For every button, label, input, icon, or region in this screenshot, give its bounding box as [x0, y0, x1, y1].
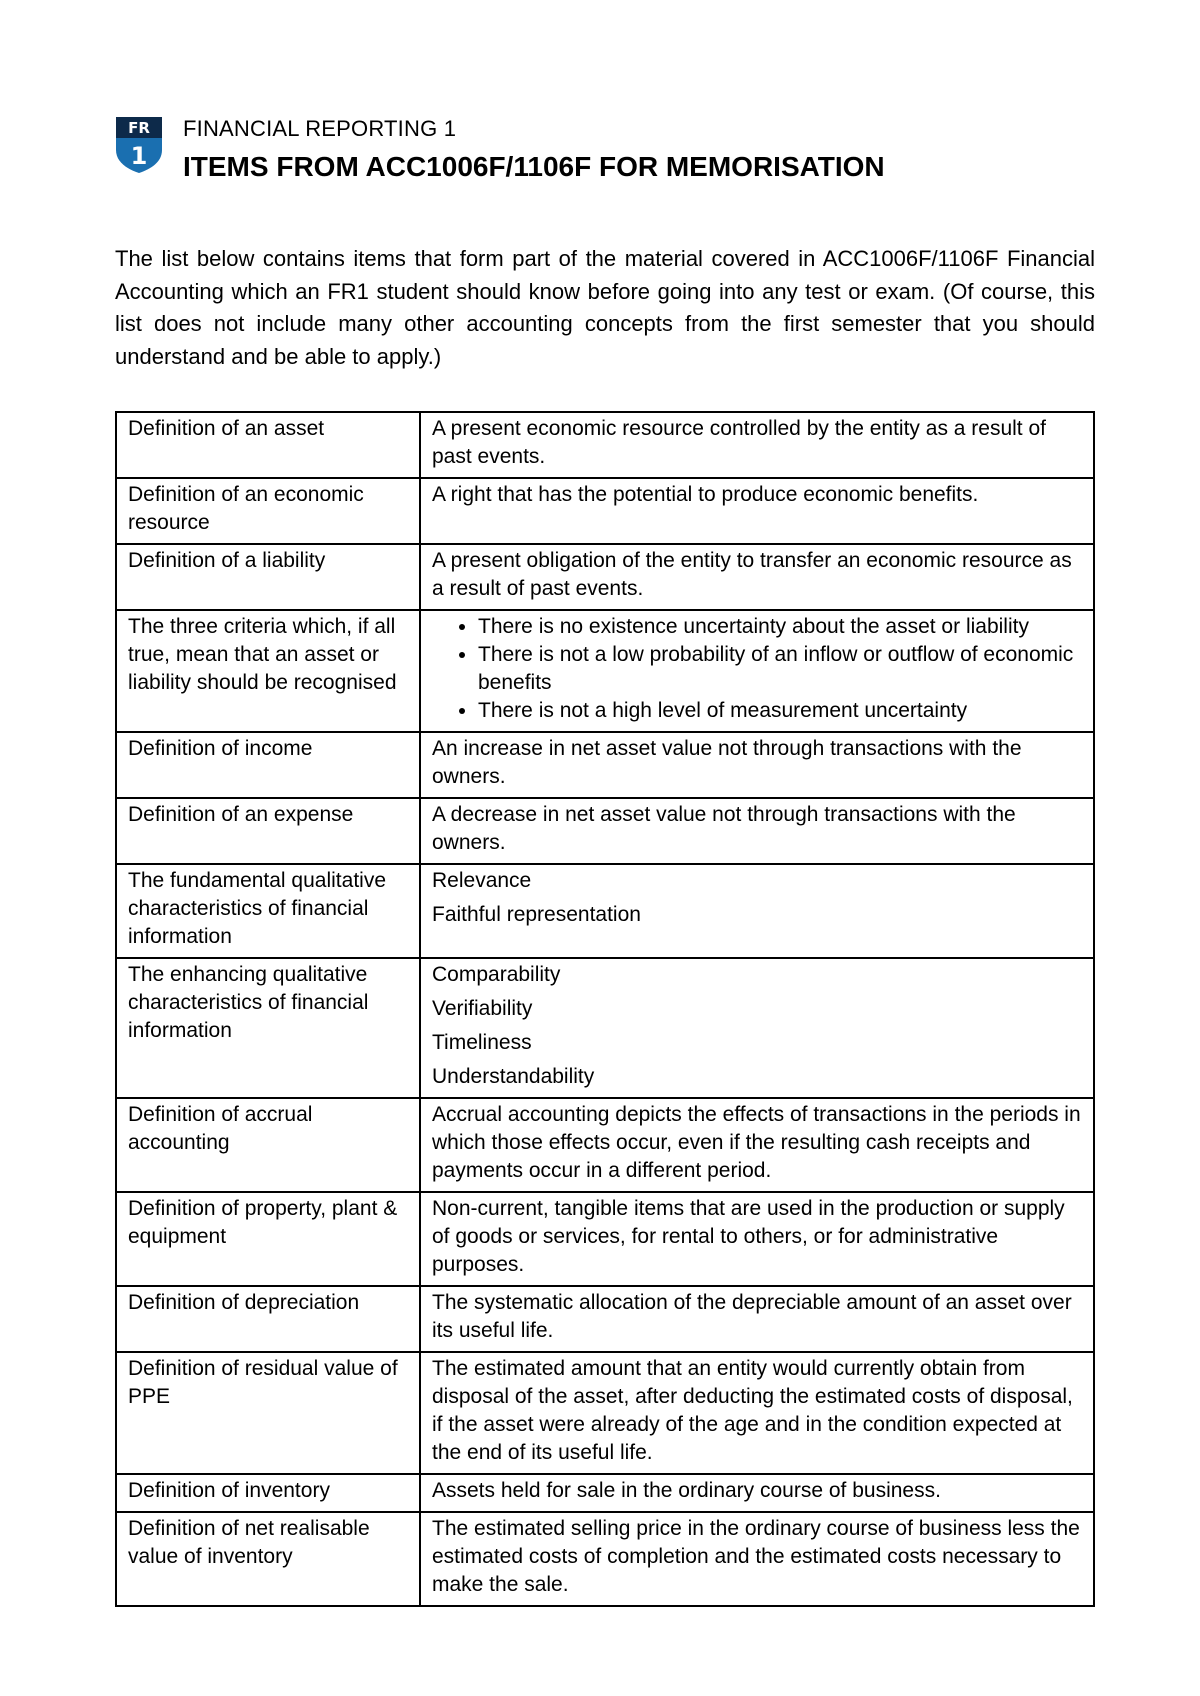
term-cell: Definition of residual value of PPE: [116, 1352, 420, 1474]
term-cell: Definition of an expense: [116, 798, 420, 864]
term-cell: Definition of income: [116, 732, 420, 798]
term-cell: Definition of net realisable value of inventory: [116, 1512, 420, 1606]
page-title: ITEMS FROM ACC1006F/1106F FOR MEMORISATION: [183, 151, 885, 182]
logo-text-fr: FR: [128, 119, 150, 137]
course-subtitle: FINANCIAL REPORTING 1: [183, 116, 457, 141]
definition-cell: Assets held for sale in the ordinary course of business.: [420, 1474, 1094, 1512]
term-cell: The three criteria which, if all true, mean that an asset or liability should be recognised: [116, 610, 420, 732]
table-row: [116, 544, 1094, 610]
memorisation-table: [115, 411, 1095, 1607]
table-row: [116, 478, 1094, 544]
term-cell: Definition of a liability: [116, 544, 420, 610]
definition-cell: [420, 610, 1094, 732]
table-row: [116, 798, 1094, 864]
list-item: Faithful representation: [432, 903, 641, 926]
list-item: Comparability: [432, 963, 561, 986]
list-item: • There is not a high level of measurement uncertainty: [478, 697, 1083, 725]
intro-paragraph: The list below contains items that form part of the material covered in ACC1006F/1106F Financial Accounting which an FR1 student should know before going into any test or exam. (Of course, this list does not include many other accounting concepts from the first semester that you should understand and be able to apply.): [115, 246, 1095, 369]
document-page: [115, 112, 1095, 1607]
table-row: [116, 1286, 1094, 1352]
list-item: Verifiability: [432, 997, 533, 1020]
list-item: Understandability: [432, 1065, 595, 1088]
list-item: Relevance: [432, 869, 532, 892]
table-row: [116, 958, 1094, 1098]
term-cell: The enhancing qualitative characteristics of financial information: [116, 958, 420, 1098]
definition-cell: A decrease in net asset value not through transactions with the owners.: [420, 798, 1094, 864]
characteristics-list: [432, 961, 1083, 1091]
list-item: • There is no existence uncertainty about the asset or liability: [478, 613, 1083, 641]
table-row: [116, 1474, 1094, 1512]
definition-cell: Non-current, tangible items that are used in the production or supply of goods or services, for rental to others, or for administrative purposes.: [420, 1192, 1094, 1286]
document-header: [115, 112, 1095, 184]
characteristics-list: [432, 867, 1083, 929]
definition-cell: Accrual accounting depicts the effects of transactions in the periods in which those effects occur, even if the resulting cash receipts and payments occur in a different period.: [420, 1098, 1094, 1192]
definition-cell: A present obligation of the entity to transfer an economic resource as a result of past events.: [420, 544, 1094, 610]
list-item: • There is not a low probability of an inflow or outflow of economic benefits: [478, 641, 1083, 697]
definition-cell: The estimated amount that an entity would currently obtain from disposal of the asset, after deducting the estimated costs of disposal, if the asset were already of the age and in the condition expected at the end of its useful life.: [420, 1352, 1094, 1474]
table-row: [116, 864, 1094, 958]
table-row: [116, 1352, 1094, 1474]
definition-cell: [420, 864, 1094, 958]
list-item: Timeliness: [432, 1031, 532, 1054]
table-row: [116, 1192, 1094, 1286]
table-row: [116, 1512, 1094, 1606]
term-cell: The fundamental qualitative characteristics of financial information: [116, 864, 420, 958]
criteria-list: [432, 613, 1083, 725]
table-row: [116, 412, 1094, 478]
table-row: [116, 1098, 1094, 1192]
fr1-shield-logo: [115, 116, 163, 174]
logo-text-1: 1: [130, 142, 148, 170]
memorisation-table-body: [116, 412, 1094, 1606]
term-cell: Definition of property, plant & equipment: [116, 1192, 420, 1286]
table-row: [116, 610, 1094, 732]
definition-cell: [420, 958, 1094, 1098]
definition-cell: A right that has the potential to produce economic benefits.: [420, 478, 1094, 544]
term-cell: Definition of inventory: [116, 1474, 420, 1512]
definition-cell: An increase in net asset value not through transactions with the owners.: [420, 732, 1094, 798]
definition-cell: The systematic allocation of the depreciable amount of an asset over its useful life.: [420, 1286, 1094, 1352]
table-row: [116, 732, 1094, 798]
definition-cell: The estimated selling price in the ordinary course of business less the estimated costs of completion and the estimated costs necessary to make the sale.: [420, 1512, 1094, 1606]
term-cell: Definition of depreciation: [116, 1286, 420, 1352]
definition-cell: A present economic resource controlled by the entity as a result of past events.: [420, 412, 1094, 478]
term-cell: Definition of accrual accounting: [116, 1098, 420, 1192]
term-cell: Definition of an asset: [116, 412, 420, 478]
term-cell: Definition of an economic resource: [116, 478, 420, 544]
